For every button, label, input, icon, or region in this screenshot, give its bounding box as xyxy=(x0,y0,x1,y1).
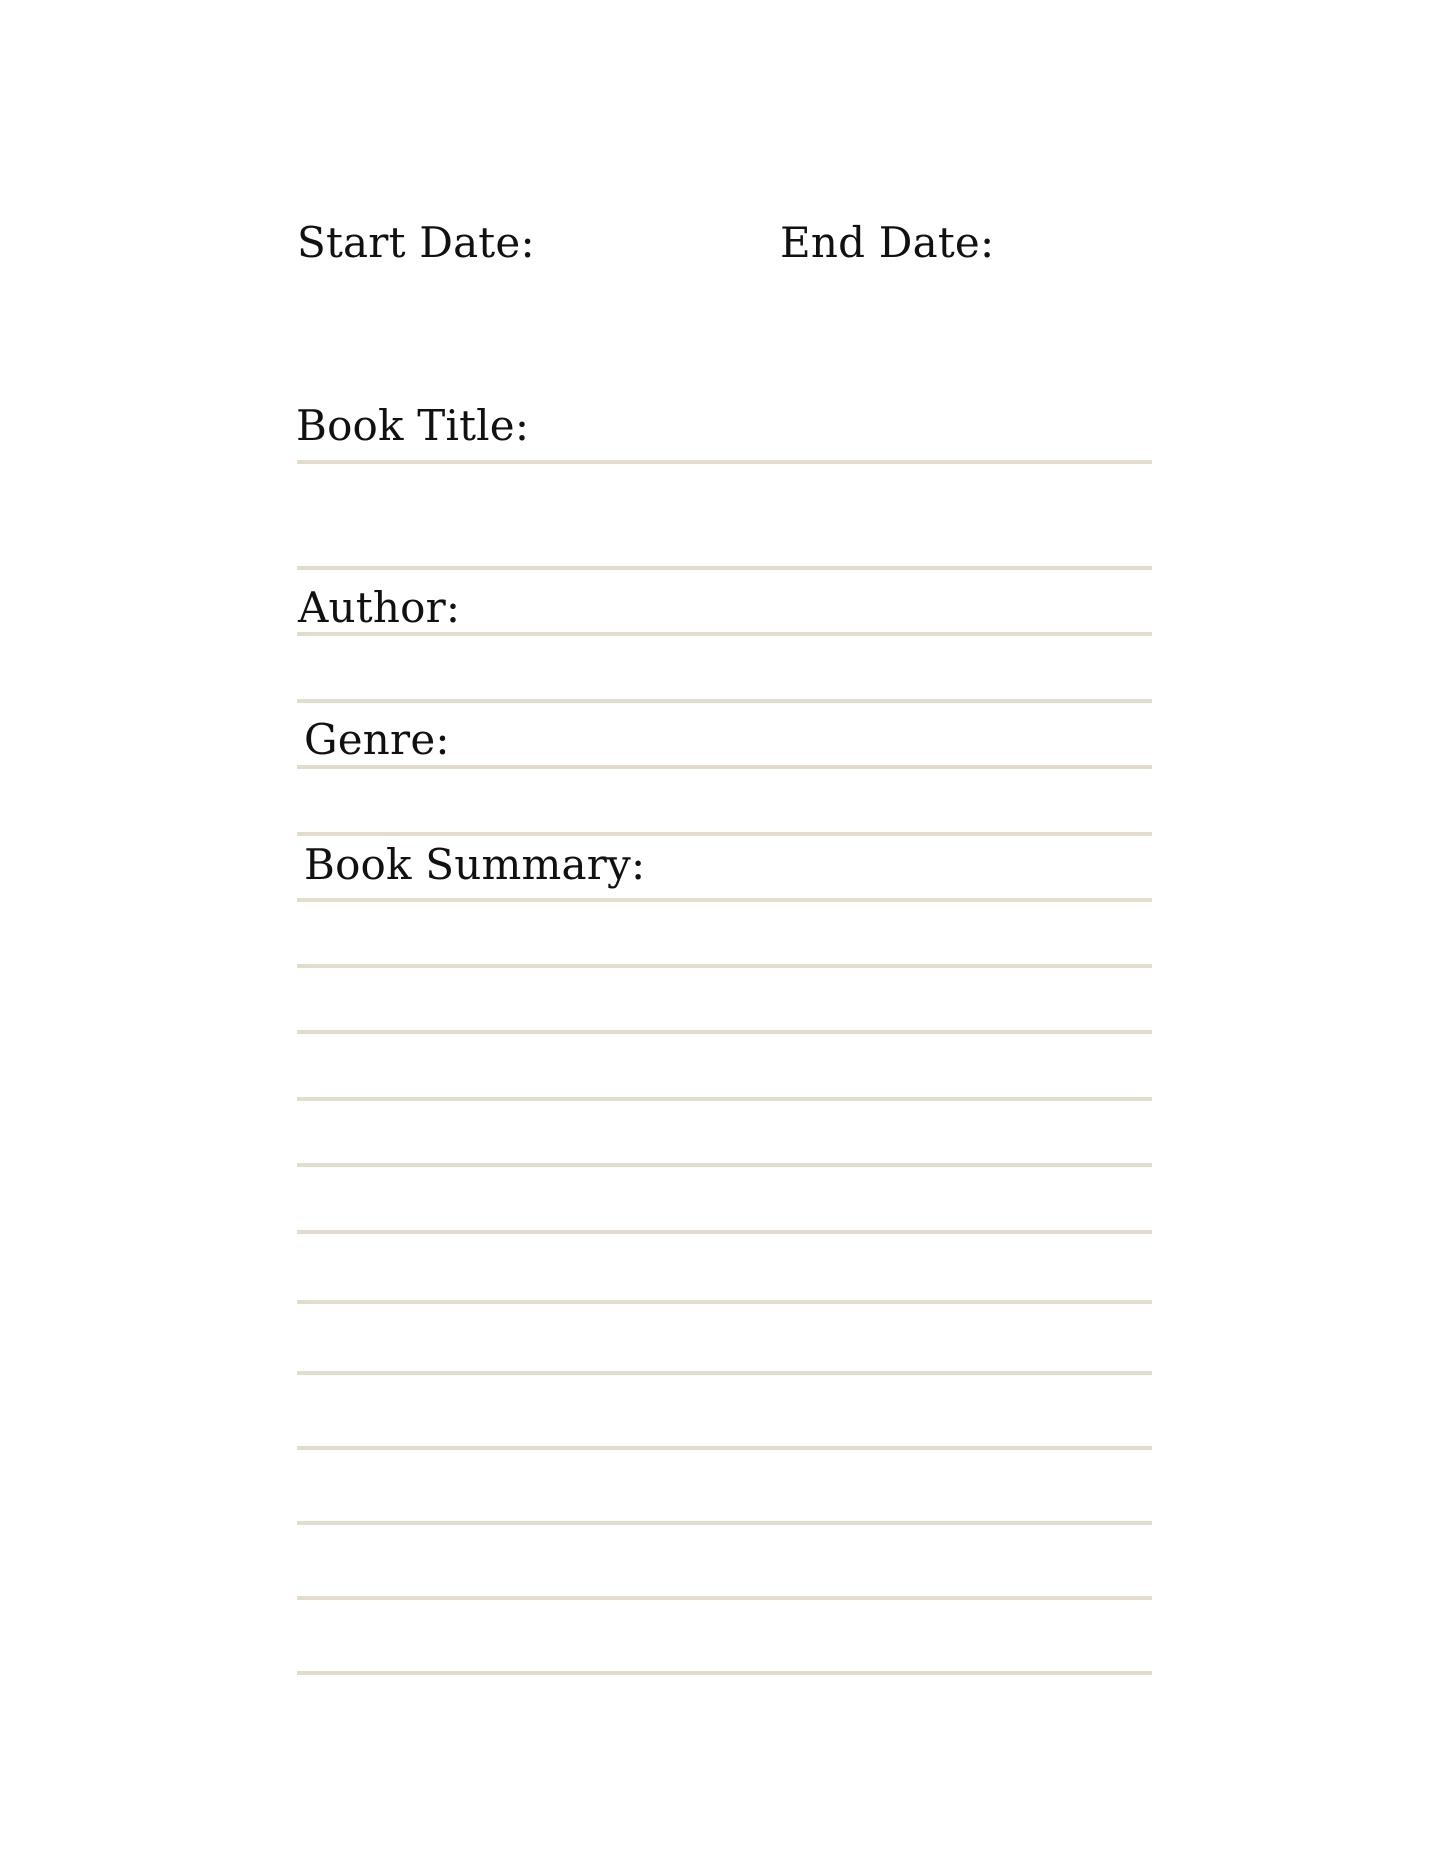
book-title-line[interactable] xyxy=(297,460,1152,464)
summary-line-9[interactable] xyxy=(297,1446,1152,1450)
summary-line-7[interactable] xyxy=(297,1300,1152,1304)
author-label: Author: xyxy=(298,583,461,632)
summary-line-2[interactable] xyxy=(297,964,1152,968)
author-line-2[interactable] xyxy=(297,699,1152,703)
end-date-label: End Date: xyxy=(780,218,995,267)
summary-line-1[interactable] xyxy=(297,898,1152,902)
genre-line[interactable] xyxy=(297,765,1152,769)
book-summary-label: Book Summary: xyxy=(304,840,646,889)
summary-line-10[interactable] xyxy=(297,1521,1152,1525)
summary-line-5[interactable] xyxy=(297,1163,1152,1167)
summary-line-6[interactable] xyxy=(297,1230,1152,1234)
summary-line-4[interactable] xyxy=(297,1097,1152,1101)
author-line[interactable] xyxy=(297,632,1152,636)
summary-line-11[interactable] xyxy=(297,1596,1152,1600)
start-date-label: Start Date: xyxy=(297,218,535,267)
genre-label: Genre: xyxy=(304,715,450,764)
summary-line-12[interactable] xyxy=(297,1671,1152,1675)
summary-line-3[interactable] xyxy=(297,1030,1152,1034)
book-title-line-2[interactable] xyxy=(297,566,1152,570)
book-title-label: Book Title: xyxy=(296,401,530,450)
genre-line-2[interactable] xyxy=(297,832,1152,836)
summary-line-8[interactable] xyxy=(297,1371,1152,1375)
